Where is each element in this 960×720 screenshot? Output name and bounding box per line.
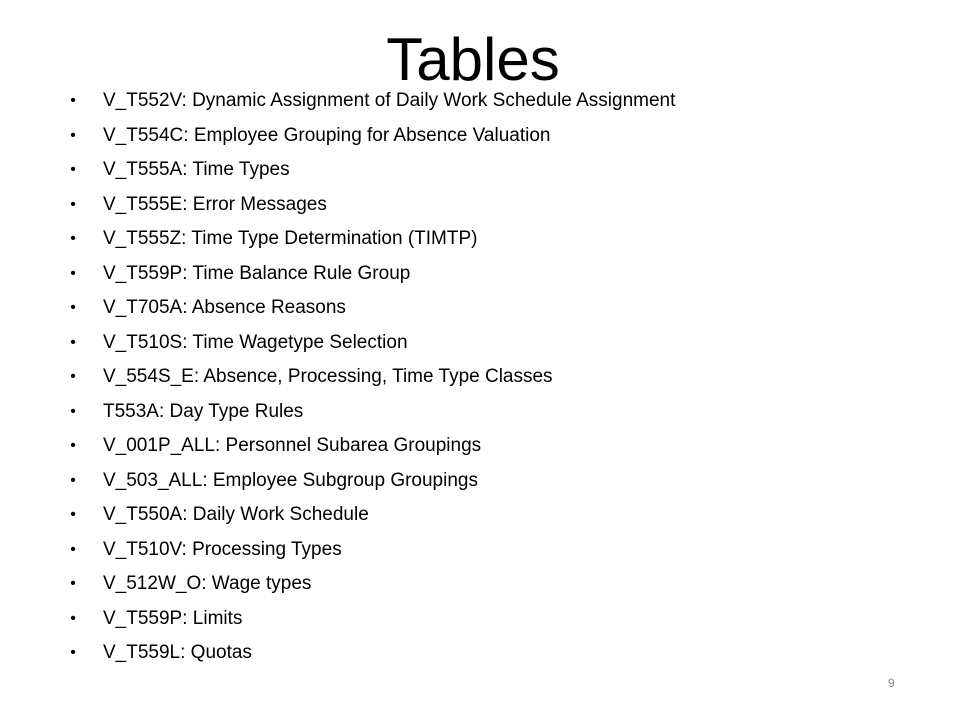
list-item — [66, 119, 926, 154]
list-item-text: V_T559P: Limits — [103, 607, 243, 629]
list-item-text: V_T555E: Error Messages — [103, 193, 327, 215]
bullet-icon: • — [70, 368, 76, 385]
bullet-icon: • — [70, 609, 76, 627]
list-item-text: V_T555A: Time Types — [103, 159, 290, 180]
list-item — [66, 291, 926, 326]
bullet-icon: • — [70, 471, 76, 489]
bullet-icon: • — [70, 264, 76, 282]
slide-title: Tables — [386, 26, 560, 93]
bullet-icon: • — [70, 195, 76, 213]
list-item — [66, 567, 926, 602]
list-item — [66, 153, 926, 188]
list-item-text: V_T705A: Absence Reasons — [103, 297, 346, 318]
bullet-icon: • — [70, 402, 76, 420]
bullet-icon: • — [70, 126, 76, 144]
bullet-icon: • — [70, 230, 76, 247]
list-item — [66, 602, 926, 637]
list-item-text: V_001P_ALL: Personnel Subarea Groupings — [103, 435, 482, 456]
list-item — [66, 498, 926, 533]
page-number: 9 — [888, 676, 895, 690]
list-item-text: V_T550A: Daily Work Schedule — [103, 504, 369, 525]
bullet-icon: • — [70, 644, 76, 661]
list-item — [66, 429, 926, 464]
bullet-icon: • — [70, 540, 76, 558]
list-item-text: V_T552V: Dynamic Assignment of Daily Work Schedule Assignment — [103, 90, 676, 111]
list-item-text: V_T559L: Quotas — [103, 642, 252, 663]
list-item-text: V_T510S: Time Wagetype Selection — [103, 331, 408, 353]
list-item — [66, 326, 926, 361]
list-item-text: V_T555Z: Time Type Determination (TIMTP) — [103, 228, 478, 249]
bullet-icon: • — [70, 299, 76, 316]
list-item — [66, 395, 926, 430]
bullet-icon: • — [70, 506, 76, 523]
list-item-text: V_T510V: Processing Types — [103, 538, 342, 560]
bullet-icon: • — [70, 161, 76, 178]
list-item — [66, 636, 926, 671]
list-item-text: V_503_ALL: Employee Subgroup Groupings — [103, 469, 478, 491]
list-item — [66, 257, 926, 292]
list-item — [66, 222, 926, 257]
list-item — [66, 533, 926, 568]
list-item — [66, 84, 926, 119]
list-item-text: V_T554C: Employee Grouping for Absence Valuation — [103, 124, 551, 146]
list-item-text: V_T559P: Time Balance Rule Group — [103, 262, 411, 284]
list-item — [66, 464, 926, 499]
bullet-icon: • — [70, 333, 76, 351]
list-item-text: V_512W_O: Wage types — [103, 573, 312, 594]
list-item — [66, 360, 926, 395]
list-item-text: V_554S_E: Absence, Processing, Time Type Classes — [103, 366, 553, 387]
list-item — [66, 188, 926, 223]
bullet-list — [66, 84, 926, 671]
list-item-text: T553A: Day Type Rules — [103, 400, 304, 422]
bullet-icon: • — [70, 437, 76, 454]
bullet-icon: • — [70, 575, 76, 592]
bullet-icon: • — [70, 92, 76, 109]
